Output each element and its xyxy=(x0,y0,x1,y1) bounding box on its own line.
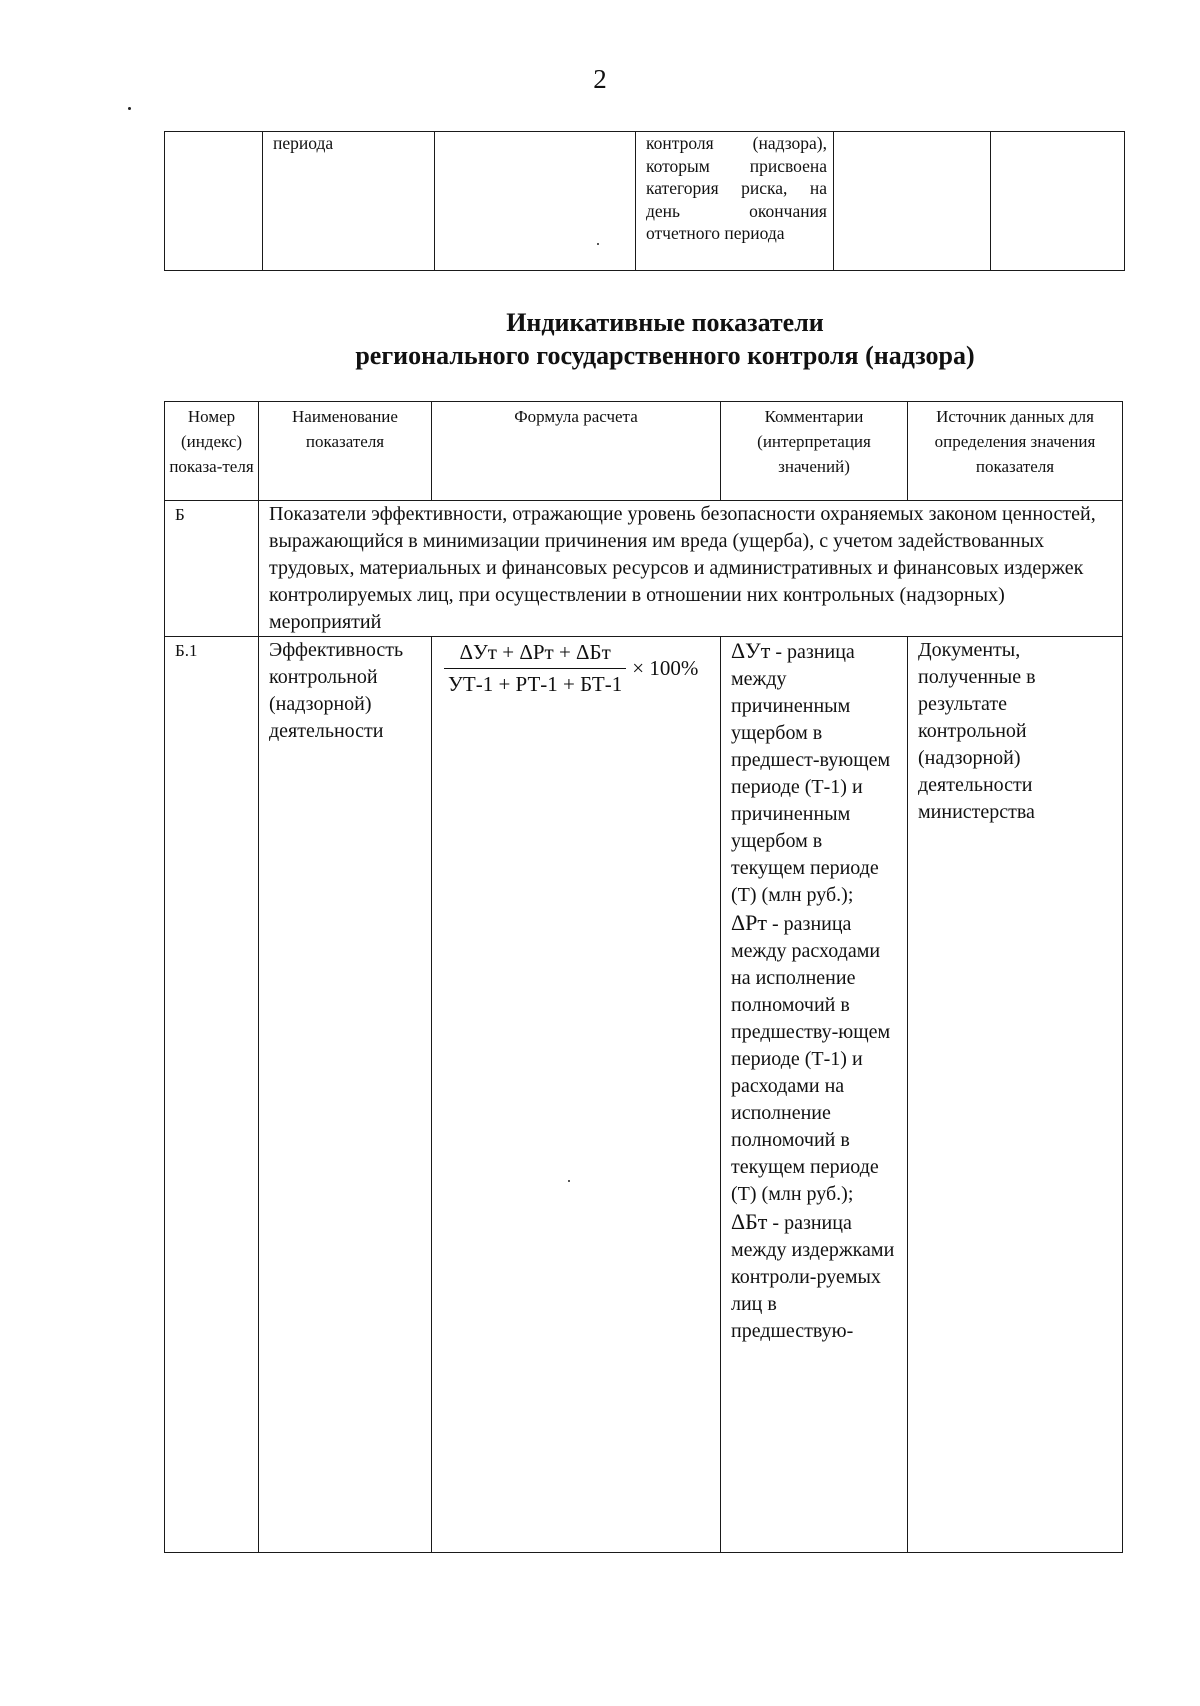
cont-cell-comment xyxy=(636,132,834,271)
section-title-line2: регионального государственного контроля (надзора) xyxy=(355,341,975,370)
row-source: Документы, полученные в результате контрольной (надзорной) деятельности министерства xyxy=(908,637,1123,1553)
cont-cell-index xyxy=(165,132,263,271)
section-title-line1: Индикативные показатели xyxy=(506,308,824,337)
group-row xyxy=(165,501,1123,637)
cont-cell-empty xyxy=(991,132,1125,271)
comment-symbol: ΔРт xyxy=(731,910,767,935)
cont-period-text: периода xyxy=(273,133,334,153)
cont-cell-empty xyxy=(435,132,636,271)
comment-item xyxy=(731,637,901,909)
header-name: Наименование показателя xyxy=(259,402,432,501)
formula-fraction xyxy=(444,639,626,698)
comment-text: - разница между издержками контроли-руемых лиц в предшествую- xyxy=(731,1212,895,1342)
header-index: Номер (индекс) показа-теля xyxy=(165,402,259,501)
header-comments: Комментарии (интерпретация значений) xyxy=(721,402,908,501)
header-source: Источник данных для определения значения показателя xyxy=(908,402,1123,501)
comment-text: - разница между причиненным ущербом в предшест-вующем периоде (Т-1) и причиненным ущербом в текущем периоде (Т) (млн руб.); xyxy=(731,641,891,906)
continuation-table xyxy=(164,131,1125,271)
cont-cell-period xyxy=(263,132,435,271)
group-index: Б xyxy=(165,501,259,637)
table-header-row xyxy=(165,402,1123,501)
cont-cell-empty xyxy=(834,132,991,271)
comment-item xyxy=(731,909,901,1208)
row-name: Эффективность контрольной (надзорной) деятельности xyxy=(259,637,432,1553)
cont-comment-text: контроля (надзора), которым присвоена категория риска, на день окончания отчетного периода xyxy=(646,133,827,243)
row-comments xyxy=(721,637,908,1553)
row-index: Б.1 xyxy=(165,637,259,1553)
formula-multiplier: × 100% xyxy=(632,656,699,680)
header-formula: Формула расчета xyxy=(432,402,721,501)
scan-speck xyxy=(128,107,131,110)
comment-symbol: ΔУт xyxy=(731,638,771,663)
comment-symbol: ΔБт xyxy=(731,1209,768,1234)
formula-numerator: ΔУт + ΔРт + ΔБт xyxy=(444,639,626,669)
table-row xyxy=(165,637,1123,1553)
formula xyxy=(432,637,720,698)
formula-denominator: УТ-1 + РТ-1 + БТ-1 xyxy=(448,672,623,696)
comment-text: - разница между расходами на исполнение полномочий в предшеству-ющем периоде (Т-1) и расходами на исполнение полномочий в текущем периоде (Т) (млн руб.); xyxy=(731,913,891,1205)
indicators-table xyxy=(164,401,1123,1553)
row-formula xyxy=(432,637,721,1553)
page-number: 2 xyxy=(593,64,607,94)
section-title xyxy=(0,306,1200,372)
continuation-row xyxy=(165,132,1125,271)
group-text: Показатели эффективности, отражающие уровень безопасности охраняемых законом ценностей, выражающийся в минимизации причинения им вреда (ущерба), с учетом задействованных трудовых, материальных и финансовых ресурсов и административных и финансовых издержек контролируемых лиц, при осуществлении в отношении них контрольных (надзорных) мероприятий xyxy=(259,501,1123,637)
comment-item xyxy=(731,1208,901,1345)
